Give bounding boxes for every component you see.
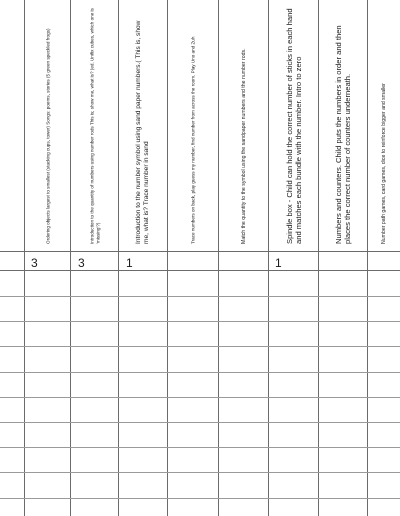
score-cell-sandpaper-numbers: 1	[126, 256, 133, 270]
column-header-text: Ordering objects largest to smallest (stacking cups, tower) Songs: poems, stories (5 green speckled frogs)	[44, 28, 50, 244]
column-header-text: Introduction to the number symbol using sand paper numbers.( This is, show me, what is? Trace number in sand	[135, 20, 150, 244]
column-header-number-path-games	[368, 0, 400, 251]
column-header-text: Trace numbers on back, play guess my number, find number from across the room. Play Uno and Zuh	[190, 36, 196, 244]
score-cell-spindle-box: 1	[275, 256, 282, 270]
column-header-numbers-and-counters	[319, 0, 367, 251]
grid-line-horizontal	[0, 422, 400, 423]
grid-line-horizontal	[0, 296, 400, 297]
grid-line-horizontal	[0, 397, 400, 398]
column-header-text: Match the quantity to the symbol using the sandpaper numbers and the number rods.	[240, 47, 247, 244]
grid-line-horizontal	[0, 270, 400, 271]
grid-line-horizontal	[0, 472, 400, 473]
column-header-text: Introduction to the quantity of numbers using number rods This is; show me, what is? (ed. Unifix cubes, which one is 'missing'?)	[89, 7, 100, 244]
score-cell-ordering-objects: 3	[31, 256, 38, 270]
grid-line-horizontal	[0, 346, 400, 347]
score-cell-number-rods: 3	[78, 256, 85, 270]
column-header-spindle-box	[269, 0, 318, 251]
column-header-ordering-objects	[25, 0, 70, 251]
grid-line-horizontal	[0, 321, 400, 322]
column-header-sandpaper-numbers	[119, 0, 167, 251]
column-header-text: Numbers and counters. Child puts the numbers in order and then places the correct number of counters underneath.	[333, 24, 352, 244]
column-header-match-quantity	[219, 0, 268, 251]
column-header-number-rods	[71, 0, 118, 251]
column-header-trace-numbers	[168, 0, 218, 251]
grid-line-horizontal	[0, 447, 400, 448]
grid-line-horizontal	[0, 498, 400, 499]
column-header-text: Spindle box - Child can hold the correct number of sticks in each hand and matches each bundle with the number. Intro to zero	[284, 7, 303, 244]
column-header-text: Number path games, card games, dice to reinforce bigger and smaller	[380, 82, 387, 244]
grid-line-horizontal	[0, 372, 400, 373]
grid-line-horizontal	[0, 251, 400, 252]
